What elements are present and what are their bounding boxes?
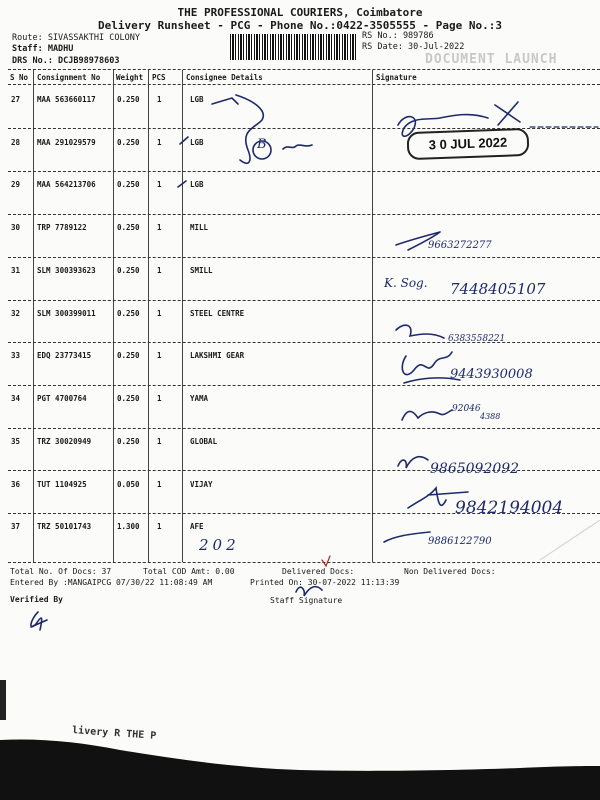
row-consignment: SLM 300393623 <box>37 266 96 275</box>
row-weight: 1.300 <box>117 522 140 531</box>
row-consignment: PGT 4700764 <box>37 394 87 403</box>
row-sno: 36 <box>11 480 21 489</box>
route-label: Route: SIVASSAKTHI COLONY <box>12 33 140 43</box>
header-signature: Signature <box>376 73 417 82</box>
row-consignee: VIJAY <box>190 480 213 489</box>
row-pcs: 1 <box>157 95 162 104</box>
handwritten-phone: 9443930008 <box>450 367 533 382</box>
rs-number: RS No.: 989786 <box>362 31 434 41</box>
total-cod: Total COD Amt: 0.00 <box>143 567 235 576</box>
row-consignee: GLOBAL <box>190 437 218 446</box>
row-weight: 0.250 <box>117 95 140 104</box>
row-weight: 0.250 <box>117 223 140 232</box>
row-consignment: TRZ 50101743 <box>37 522 92 531</box>
staff-signature: Staff Signature <box>270 596 343 605</box>
row-consignee: LGB <box>190 180 204 189</box>
row-consignee: STEEL CENTRE <box>190 309 245 318</box>
handwritten-phone: 92046 <box>452 404 481 414</box>
handwritten-phone: 9663272277 <box>428 240 492 251</box>
header-consignee: Consignee Details <box>186 73 263 82</box>
header-pcs: PCS <box>152 73 166 82</box>
faint-stamp: DOCUMENT LAUNCH <box>425 52 558 67</box>
row-pcs: 1 <box>157 480 162 489</box>
row-pcs: 1 <box>157 437 162 446</box>
row-pcs: 1 <box>157 223 162 232</box>
row-sno: 30 <box>11 223 21 232</box>
staff-label: Staff: MADHU <box>12 44 74 54</box>
row-consignee: LAKSHMI GEAR <box>190 351 245 360</box>
header-weight: Weight <box>116 73 144 82</box>
row-consignee: SMILL <box>190 266 213 275</box>
handwritten-amount: 202 <box>199 536 240 554</box>
date-stamp: 3 0 JUL 2022 <box>407 128 530 160</box>
row-sno: 33 <box>11 351 21 360</box>
row-weight: 0.250 <box>117 394 140 403</box>
handwritten-phone: 9865092092 <box>430 461 520 477</box>
handwritten-phone: 9842194004 <box>455 498 564 518</box>
row-consignment: MAA 564213706 <box>37 180 96 189</box>
row-consignee: YAMA <box>190 394 209 403</box>
row-pcs: 1 <box>157 394 162 403</box>
row-consignment: EDQ 23773415 <box>37 351 92 360</box>
row-consignee: AFE <box>190 522 204 531</box>
row-consignment: MAA 291029579 <box>37 138 96 147</box>
scan-edge <box>0 680 6 720</box>
row-weight: 0.250 <box>117 266 140 275</box>
row-sno: 37 <box>11 522 21 531</box>
row-pcs: 1 <box>157 138 162 147</box>
entered-by: Entered By :MANGAIPCG 07/30/22 11:08:49 AM <box>10 578 213 587</box>
row-consignee: LGB <box>190 95 204 104</box>
header-sno: S No <box>10 73 29 82</box>
row-consignee: LGB <box>190 138 204 147</box>
handwritten-note: B <box>257 137 267 152</box>
row-consignment: TUT 1104925 <box>37 480 87 489</box>
row-consignment: SLM 300399011 <box>37 309 96 318</box>
row-consignment: TRZ 30020949 <box>37 437 92 446</box>
total-docs: Total No. Of Docs: 37 <box>10 567 112 576</box>
row-pcs: 1 <box>157 351 162 360</box>
header-consignment: Consignment No <box>37 73 101 82</box>
row-consignment: TRP 7789122 <box>37 223 87 232</box>
row-pcs: 1 <box>157 266 162 275</box>
verified-by: Verified By <box>10 595 63 604</box>
handwritten-name: K. Sog. <box>384 276 428 290</box>
row-pcs: 1 <box>157 309 162 318</box>
row-weight: 0.050 <box>117 480 140 489</box>
row-sno: 31 <box>11 266 21 275</box>
row-weight: 0.250 <box>117 437 140 446</box>
handwritten-phone: 9886122790 <box>428 536 492 547</box>
delivered-docs: Delivered Docs: <box>282 567 355 576</box>
row-sno: 27 <box>11 95 21 104</box>
handwritten-phone: 7448405107 <box>450 280 546 298</box>
row-consignee: MILL <box>190 223 209 232</box>
row-sno: 29 <box>11 180 21 189</box>
non-delivered-docs: Non Delivered Docs: <box>404 567 496 576</box>
rs-date: RS Date: 30-Jul-2022 <box>362 42 465 52</box>
row-weight: 0.250 <box>117 180 140 189</box>
handwritten-phone: 4388 <box>480 412 501 421</box>
row-sno: 28 <box>11 138 21 147</box>
company-title: THE PROFESSIONAL COURIERS, Coimbatore <box>177 6 423 19</box>
printed-on: Printed On: 30-07-2022 11:13:39 <box>250 578 400 587</box>
row-weight: 0.250 <box>117 138 140 147</box>
row-weight: 0.250 <box>117 309 140 318</box>
bottom-page-text: livery R THE P <box>71 725 157 742</box>
row-pcs: 1 <box>157 180 162 189</box>
row-pcs: 1 <box>157 522 162 531</box>
handwritten-phone: 6383558221 <box>448 334 506 344</box>
row-weight: 0.250 <box>117 351 140 360</box>
drs-number: DRS No.: DCJB98978603 <box>12 56 120 66</box>
runsheet-subtitle: Delivery Runsheet - PCG - Phone No.:0422-3505555 - Page No.:3 <box>98 19 502 32</box>
row-sno: 34 <box>11 394 21 403</box>
row-sno: 35 <box>11 437 21 446</box>
row-sno: 32 <box>11 309 21 318</box>
row-consignment: MAA 563660117 <box>37 95 96 104</box>
